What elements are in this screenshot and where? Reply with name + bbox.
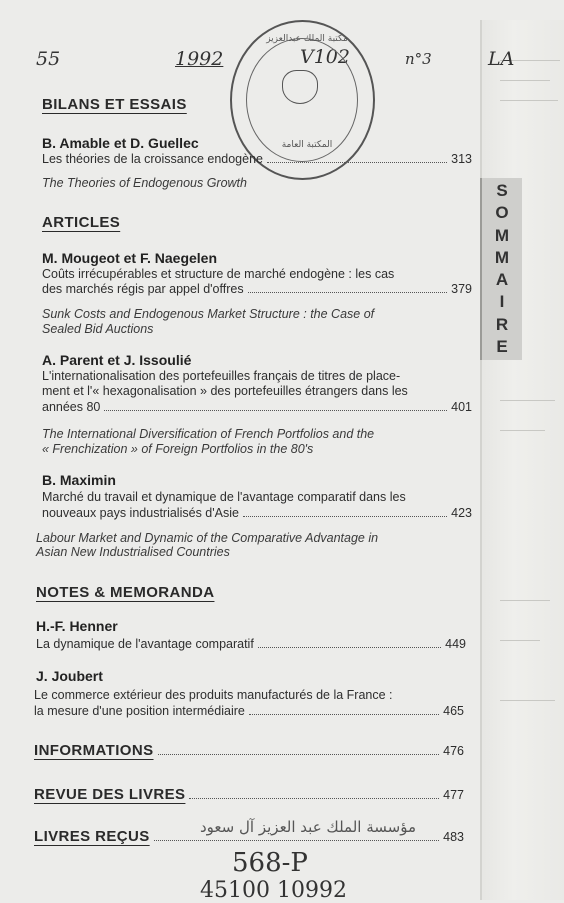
article-title-fr: Le commerce extérieur des produits manufacturés de la France : (34, 688, 393, 702)
handwritten-code: LA (488, 48, 515, 70)
leader-dots (249, 714, 439, 715)
article-title-fr (42, 506, 472, 521)
stamp-text-bottom: المكتبة العامة (281, 140, 333, 150)
leader-dots (154, 840, 439, 841)
section-title-bilans: BILANS ET ESSAIS (42, 96, 187, 113)
article-author: J. Joubert (36, 668, 103, 684)
handwritten-year: 1992 (175, 48, 224, 70)
page-number: 465 (443, 704, 464, 718)
bleed-line (500, 700, 555, 701)
sommaire-letter: I (499, 292, 505, 312)
sommaire-letter: O (495, 203, 509, 223)
article-title-fr (34, 704, 464, 719)
page-number: 313 (451, 152, 472, 166)
article-title-fr: Marché du travail et dynamique de l'avantage comparatif dans les (42, 490, 406, 504)
article-title-text: La dynamique de l'avantage comparatif (36, 637, 254, 651)
leader-dots (258, 647, 441, 648)
sommaire-letter: M (494, 247, 510, 267)
section-title-livres: LIVRES REÇUS (34, 828, 150, 845)
article-author: H.-F. Henner (36, 618, 118, 634)
leader-dots (267, 162, 447, 163)
page-number: 477 (443, 788, 464, 802)
article-title-fr (42, 400, 472, 415)
handwritten-ref: 55 (36, 48, 61, 70)
article-title-en: « Frenchization » of Foreign Portfolios in the 80's (42, 442, 314, 456)
bleed-line (500, 400, 555, 401)
sommaire-letter: M (494, 225, 510, 245)
sidebar-strip (480, 20, 564, 900)
page-number: 483 (443, 830, 464, 844)
article-author: A. Parent et J. Issoulié (42, 352, 192, 368)
page-number: 423 (451, 506, 472, 520)
sommaire-letter: A (495, 270, 509, 290)
section-title-revue: REVUE DES LIVRES (34, 786, 186, 803)
bleed-line (500, 430, 545, 431)
sommaire-letter: R (495, 314, 509, 334)
article-title-en: Sealed Bid Auctions (42, 322, 154, 336)
section-title-articles: ARTICLES (42, 214, 121, 231)
sommaire-letter: S (496, 181, 508, 200)
article-author: B. Maximin (42, 472, 116, 488)
page-number: 449 (445, 637, 466, 651)
article-author: M. Mougeot et F. Naegelen (42, 250, 218, 266)
leader-dots (189, 798, 439, 799)
leader-dots (243, 516, 447, 517)
article-title-text: la mesure d'une position intermédiaire (34, 704, 245, 718)
page-number: 401 (451, 400, 472, 414)
article-author: B. Amable et D. Guellec (42, 135, 199, 151)
section-informations (34, 742, 464, 759)
article-title-fr: Coûts irrécupérables et structure de marché endogène : les cas (42, 267, 395, 281)
section-title-notes: NOTES & MEMORANDA (36, 584, 215, 601)
article-title-en: Sunk Costs and Endogenous Market Structure : the Case of (42, 307, 375, 321)
handwritten-volume: V102 (300, 46, 350, 68)
bleed-line (500, 80, 550, 81)
stamp-text-top: مكتبة الملك عبدالعزيز (266, 34, 348, 44)
leader-dots (104, 410, 447, 411)
page-number: 379 (451, 282, 472, 296)
page-number: 476 (443, 744, 464, 758)
article-title-text: nouveaux pays industrialisés d'Asie (42, 506, 239, 520)
handwritten-issue: n°3 (405, 50, 432, 68)
sommaire-letter: E (496, 336, 508, 356)
article-title-text: années 80 (42, 400, 101, 414)
handwritten-call-number: 568-P (232, 848, 308, 878)
section-revue (34, 786, 464, 803)
article-title-en: Labour Market and Dynamic of the Comparative Advantage in (36, 531, 379, 545)
article-title-fr (42, 282, 472, 297)
article-title-fr: L'internationalisation des portefeuilles français de titres de place- (42, 369, 401, 383)
leader-dots (248, 292, 448, 293)
article-title-fr: ment et l'« hexagonalisation » des portefeuilles étrangers dans les (42, 384, 408, 398)
article-title-en: The International Diversification of French Portfolios and the (42, 427, 375, 441)
bleed-line (500, 600, 550, 601)
leader-dots (158, 754, 440, 755)
stamp-emblem-icon (282, 70, 318, 104)
section-title-informations: INFORMATIONS (34, 742, 154, 759)
handwritten-acquisition: 45100 10992 (200, 878, 347, 903)
article-title-en: Asian New Industrialised Countries (36, 545, 230, 559)
article-title-text: des marchés régis par appel d'offres (42, 282, 244, 296)
bleed-line (500, 640, 540, 641)
arabic-stamp-text: مؤسسة الملك عبد العزيز آل سعود (200, 818, 416, 836)
article-title-en: The Theories of Endogenous Growth (42, 176, 247, 190)
sommaire-tab (480, 178, 522, 360)
article-title-fr (42, 152, 472, 167)
bleed-line (500, 100, 558, 101)
article-title-text: Les théories de la croissance endogène (42, 152, 263, 166)
article-title-fr (36, 637, 466, 652)
